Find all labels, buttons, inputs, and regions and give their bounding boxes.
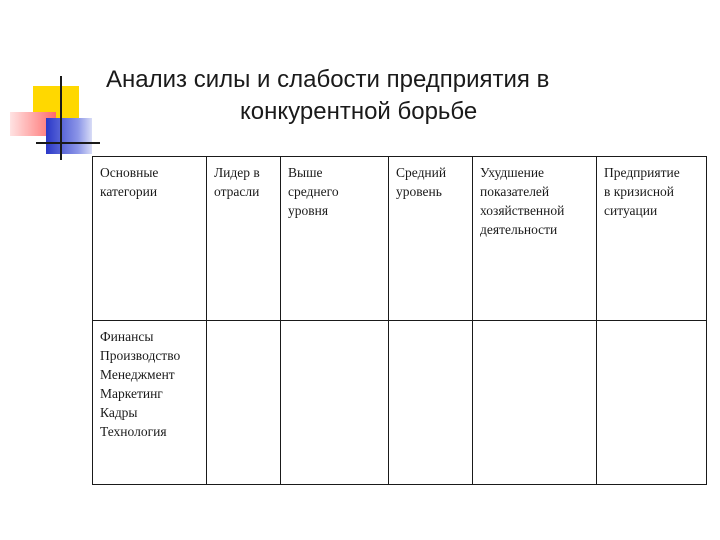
table-cell-category-list xyxy=(93,321,207,485)
header-text: Предприятие в кризисной ситуации xyxy=(604,165,680,218)
decor-vertical-line xyxy=(60,76,62,160)
slide-title-line-1: Анализ силы и слабости предприятия в xyxy=(106,66,550,93)
header-cell-industry-leader xyxy=(207,157,281,321)
header-cell-above-average xyxy=(281,157,389,321)
header-text: Средний уровень xyxy=(396,165,447,199)
header-cell-average xyxy=(389,157,473,321)
header-cell-crisis xyxy=(597,157,707,321)
category-list-text: Финансы Производство Менеджмент Маркетинг Кадры Технология xyxy=(100,329,181,439)
header-text: Выше среднего уровня xyxy=(288,165,339,218)
table-cell xyxy=(473,321,597,485)
table-cell xyxy=(389,321,473,485)
header-text: Лидер в отрасли xyxy=(214,165,260,199)
table-cell xyxy=(597,321,707,485)
header-text: Ухудшение показателей хозяйственной деятельности xyxy=(480,165,565,237)
table-cell xyxy=(207,321,281,485)
header-text: Основные категории xyxy=(100,165,159,199)
header-cell-deterioration xyxy=(473,157,597,321)
slide-title-line-2: конкурентной борьбе xyxy=(240,98,478,125)
header-cell-categories xyxy=(93,157,207,321)
analysis-table xyxy=(92,156,707,485)
table-row xyxy=(93,321,707,485)
table-cell xyxy=(281,321,389,485)
decor-blue-bar xyxy=(46,118,92,154)
decor-horizontal-line xyxy=(36,142,100,144)
table-header-row xyxy=(93,157,707,321)
slide-title xyxy=(96,64,716,128)
